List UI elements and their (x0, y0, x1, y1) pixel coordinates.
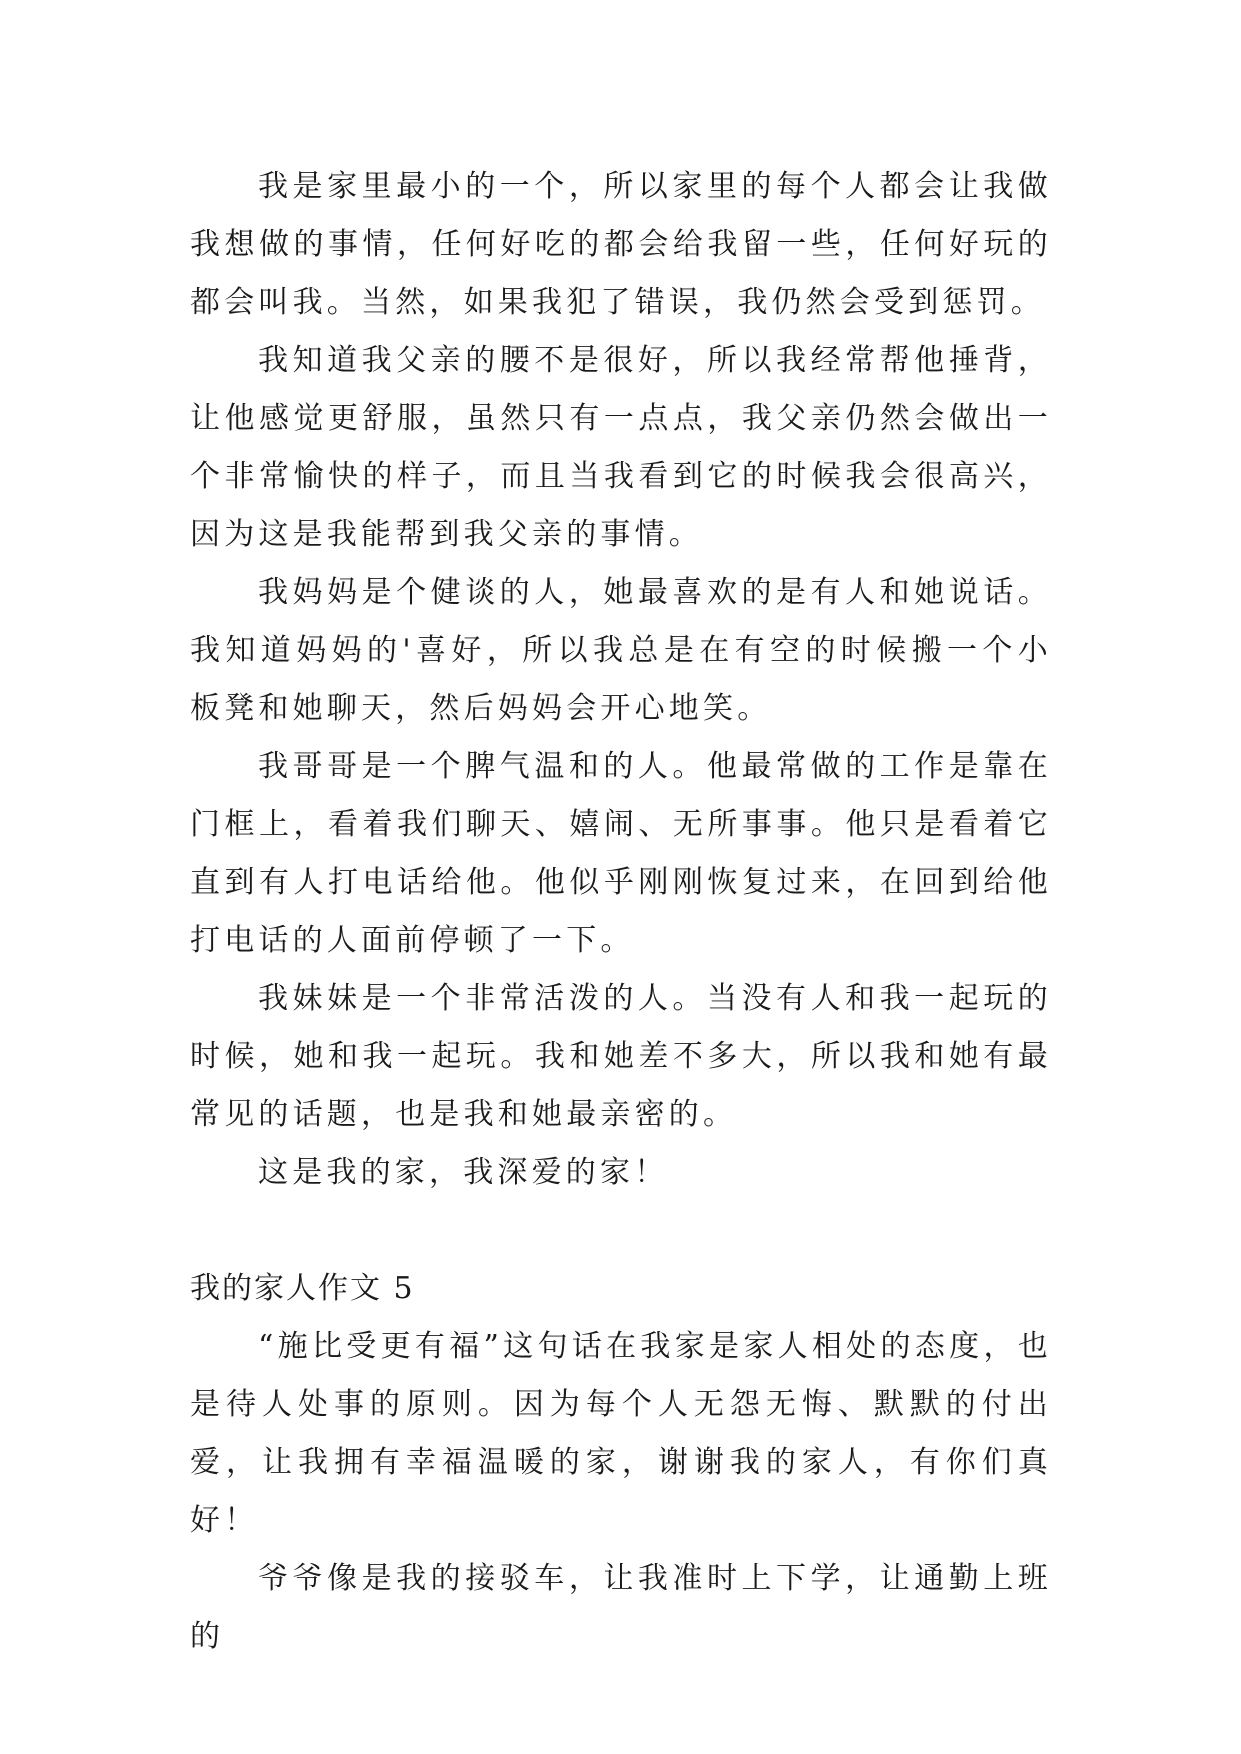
paragraph: 我妈妈是个健谈的人，她最喜欢的是有人和她说话。我知道妈妈的'喜好，所以我总是在有空的时候搬一个小板凳和她聊天，然后妈妈会开心地笑。 (190, 575, 1052, 726)
paragraph: 这是我的家，我深爱的家！ (258, 1155, 669, 1190)
document-page (190, 158, 1052, 1666)
paragraph: 我知道我父亲的腰不是很好，所以我经常帮他捶背，让他感觉更舒服，虽然只有一点点，我父亲仍然会做出一个非常愉快的样子，而且当我看到它的时候我会很高兴，因为这是我能帮到我父亲的事情。 (190, 343, 1052, 552)
paragraph: 我妹妹是一个非常活泼的人。当没有人和我一起玩的时候，她和我一起玩。我和她差不多大，所以我和她有最常见的话题，也是我和她最亲密的。 (190, 981, 1052, 1132)
paragraph: 我是家里最小的一个，所以家里的每个人都会让我做我想做的事情，任何好吃的都会给我留一些，任何好玩的都会叫我。当然，如果我犯了错误，我仍然会受到惩罚。 (190, 169, 1052, 320)
paragraph: 我哥哥是一个脾气温和的人。他最常做的工作是靠在门框上，看着我们聊天、嬉闹、无所事事。他只是看着它直到有人打电话给他。他似乎刚刚恢复过来，在回到给他打电话的人面前停顿了一下。 (190, 749, 1052, 958)
paragraph: 爷爷像是我的接驳车，让我准时上下学，让通勤上班的 (190, 1561, 1052, 1654)
section-title: 我的家人作文 5 (190, 1271, 415, 1306)
paragraph: “施比受更有福”这句话在我家是家人相处的态度，也是待人处事的原则。因为每个人无怨无悔、默默的付出爱，让我拥有幸福温暖的家，谢谢我的家人，有你们真好！ (190, 1329, 1052, 1538)
